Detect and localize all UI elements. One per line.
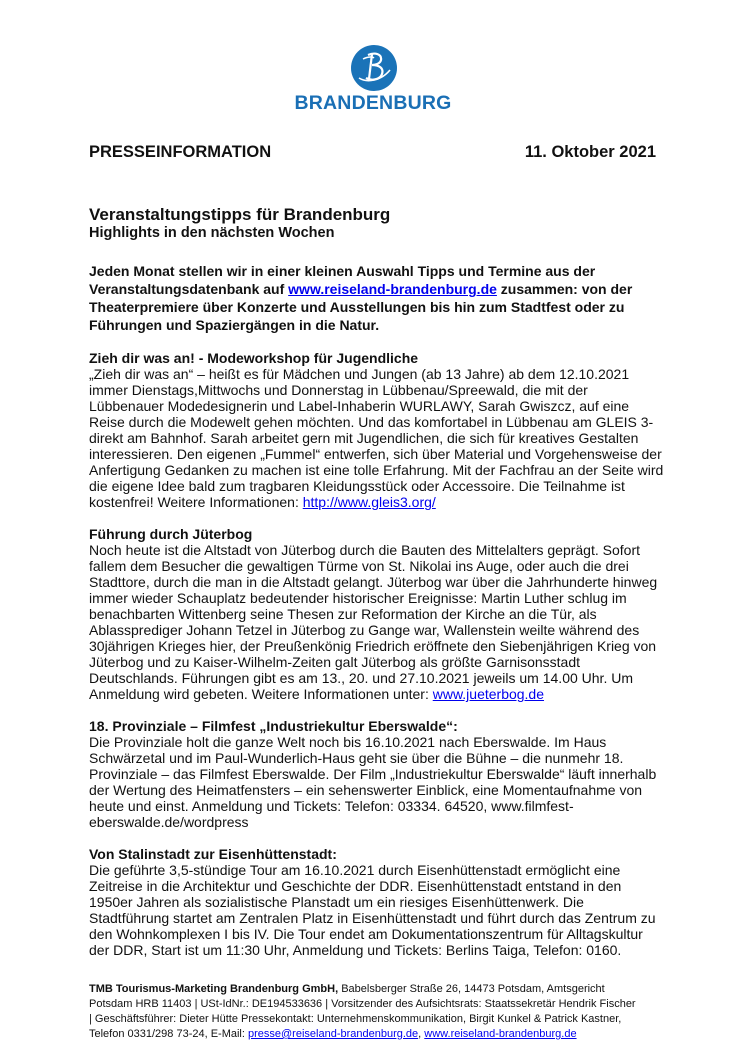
event-text-line: direkt am Bahnhof. Sarah arbeitet gern mit Jugendlichen, die sich für kreatives Gestalten [89, 430, 639, 446]
intro-text: zusammen: von der [496, 281, 633, 297]
event-section [89, 718, 669, 830]
footer [89, 982, 669, 1042]
event-section [89, 846, 669, 958]
event-text-line: Deutschlands. Führungen gibt es am 13., 20. und 27.10.2021 jeweils um 14.00 Uhr. Um [89, 670, 633, 686]
footer-line: Potsdam HRB 11403 | USt-IdNr.: DE194533636 | Vorsitzender des Aufsichtsrats: Staatssekretär Hendrik Fischer [89, 998, 636, 1010]
event-text-line: Noch heute ist die Altstadt von Jüterbog durch die Bauten des Mittelalters geprägt. Sofort [89, 542, 640, 558]
event-sections [89, 350, 669, 958]
intro-line [89, 280, 669, 298]
event-text-line: Stadtführung startet am Zentralen Platz in Eisenhüttenstadt und führt durch das Zentrum zu [89, 910, 656, 926]
event-text-line: Zeitreise in die Architektur und Geschichte der DDR. Eisenhüttenstadt entstand in den [89, 878, 622, 894]
event-text-line [89, 686, 669, 702]
event-text-line: der Wertung des Heimatfensters – ein sehenswerter Einblick, eine Momentaufnahme von [89, 782, 643, 798]
event-text: Anmeldung wird gebeten. Weitere Informationen unter: [89, 686, 433, 702]
event-text-line: heute und einst. Anmeldung und Tickets: Telefon: 03334. 64520, www.filmfest- [89, 798, 574, 814]
event-text-line: Die Provinziale holt die ganze Welt noch bis 16.10.2021 nach Eberswalde. Im Haus [89, 734, 607, 750]
footer-text: , [418, 1028, 425, 1040]
press-email-link[interactable]: presse@reiseland-brandenburg.de [248, 1028, 419, 1040]
footer-text: Telefon 0331/298 73-24, E-Mail: [89, 1028, 248, 1040]
event-text-line: Lübbenauer Modedesignerin und Label-Inhaberin WURLAWY, Sarah Gwiszcz, auf eine [89, 398, 630, 414]
intro-line: Theaterpremiere über Konzerte und Ausstellungen bis hin zum Stadtfest oder zu [89, 299, 625, 315]
intro-paragraph [89, 262, 669, 334]
event-info-link[interactable]: http://www.gleis3.org/ [302, 494, 436, 510]
logo-monogram-icon [351, 45, 397, 91]
footer-text: Babelsberger Straße 26, 14473 Potsdam, Amtsgericht [338, 983, 605, 995]
event-text-line: den Wohnkomplexen I bis IV. Die Tour endet am Dokumentationszentrum für Alltagskultur [89, 926, 643, 942]
event-section [89, 526, 669, 702]
event-text-line: immer Dienstags,Mittwochs und Donnerstag in Lübbenau/Spreewald, die mit der [89, 382, 588, 398]
page-title: Veranstaltungstipps für Brandenburg [89, 205, 391, 224]
footer-company: TMB Tourismus-Marketing Brandenburg GmbH, [89, 983, 339, 995]
event-text-line: Anfertigung Gedanken zu machen ist eine tolle Erfahrung. Mit der Fachfrau an der Seite wird [89, 462, 664, 478]
event-text-line [89, 494, 669, 510]
event-text-line: Schwärzetal und im Paul-Wunderlich-Haus geht sie über die Bühne – die nunmehr 18. [89, 750, 624, 766]
event-text-line: Reise durch die Modewelt gehen möchten. Und das komfortabel in Lübbenau am GLEIS 3- [89, 414, 654, 430]
page-subtitle: Highlights in den nächsten Wochen [89, 225, 335, 241]
event-text-line: eberswalde.de/wordpress [89, 814, 249, 830]
event-info-link[interactable]: www.jueterbog.de [432, 686, 545, 702]
footer-line [89, 982, 669, 997]
event-section [89, 350, 669, 510]
event-text-line: immer wieder Schauplatz bedeutender historischer Ereignisse: Martin Luther schlug im [89, 590, 627, 606]
event-text: kostenfrei! Weitere Informationen: [89, 494, 303, 510]
article-body [89, 262, 669, 958]
event-text-line: Die geführte 3,5-stündige Tour am 16.10.2021 durch Eisenhüttenstadt ermöglicht eine [89, 862, 621, 878]
footer-line: | Geschäftsführer: Dieter Hütte Pressekontakt: Unternehmenskommunikation, Birgit Kunkel & Patrick Kastner, [89, 1013, 622, 1025]
event-text-line: Stadttore, durch die man in die Altstadt gelangt. Jüterbog war über die Jahrhunderte hinweg [89, 574, 658, 590]
event-heading: Führung durch Jüterbog [89, 526, 253, 542]
event-text-line: Provinziale – das Filmfest Eberswalde. Der Film „Industriekultur Eberswalde“ läuft innerhalb [89, 766, 657, 782]
press-info-label: PRESSEINFORMATION [89, 143, 272, 161]
intro-text: Veranstaltungsdatenbank auf [89, 281, 289, 297]
event-text-line: interessieren. Den eigenen „Fummel“ entwerfen, sich über Material und Vorgehensweise der [89, 446, 662, 462]
event-text-line: der DDR, Start ist um 11:30 Uhr, Anmeldung und Tickets: Berlins Taiga, Telefon: 0160. [89, 942, 622, 958]
brandenburg-logo [283, 42, 463, 114]
event-text-line: 30jährigen Krieges hier, der Preußenkönig Friedrich eröffnete den Siebenjährigen Krieg von [89, 638, 657, 654]
event-text-line: 1950er Jahren als sozialistische Planstadt um ein riesiges Eisenhüttenwerk. Die [89, 894, 584, 910]
logo-wordmark: BRANDENBURG [294, 92, 452, 114]
event-text-line: benachbarten Wittenberg seine Thesen zur Reformation der Kirche an die Tür, als [89, 606, 597, 622]
event-heading: Von Stalinstadt zur Eisenhüttenstadt: [89, 846, 337, 862]
reiseland-link[interactable]: www.reiseland-brandenburg.de [288, 281, 497, 297]
intro-line: Jeden Monat stellen wir in einer kleinen Auswahl Tipps und Termine aus der [89, 263, 596, 279]
press-date: 11. Oktober 2021 [524, 143, 656, 161]
website-link[interactable]: www.reiseland-brandenburg.de [424, 1028, 577, 1040]
event-text-line: fallem dem Besucher die gewaltigen Türme von St. Nikolai ins Auge, oder auch die drei [89, 558, 629, 574]
intro-line: Führungen und Spaziergängen in die Natur. [89, 317, 380, 333]
event-heading: Zieh dir was an! - Modeworkshop für Jugendliche [89, 350, 419, 366]
event-text-line: die eigene Idee bald zum tragbaren Kleidungsstück oder Accessoire. Die Teilnahme ist [89, 478, 625, 494]
footer-line [89, 1027, 669, 1042]
event-text-line: „Zieh dir was an“ – heißt es für Mädchen und Jungen (ab 13 Jahre) ab dem 12.10.2021 [89, 366, 630, 382]
event-text-line: Ablassprediger Johann Tetzel in Jüterbog zu Gange war, Wallenstein weilte während des [89, 622, 640, 638]
event-text-line: Jüterbog und zu Kaiser-Wilhelm-Zeiten galt Jüterbog als größte Garnisonsstadt [89, 654, 581, 670]
event-heading: 18. Provinziale – Filmfest „Industriekultur Eberswalde“: [89, 718, 458, 734]
